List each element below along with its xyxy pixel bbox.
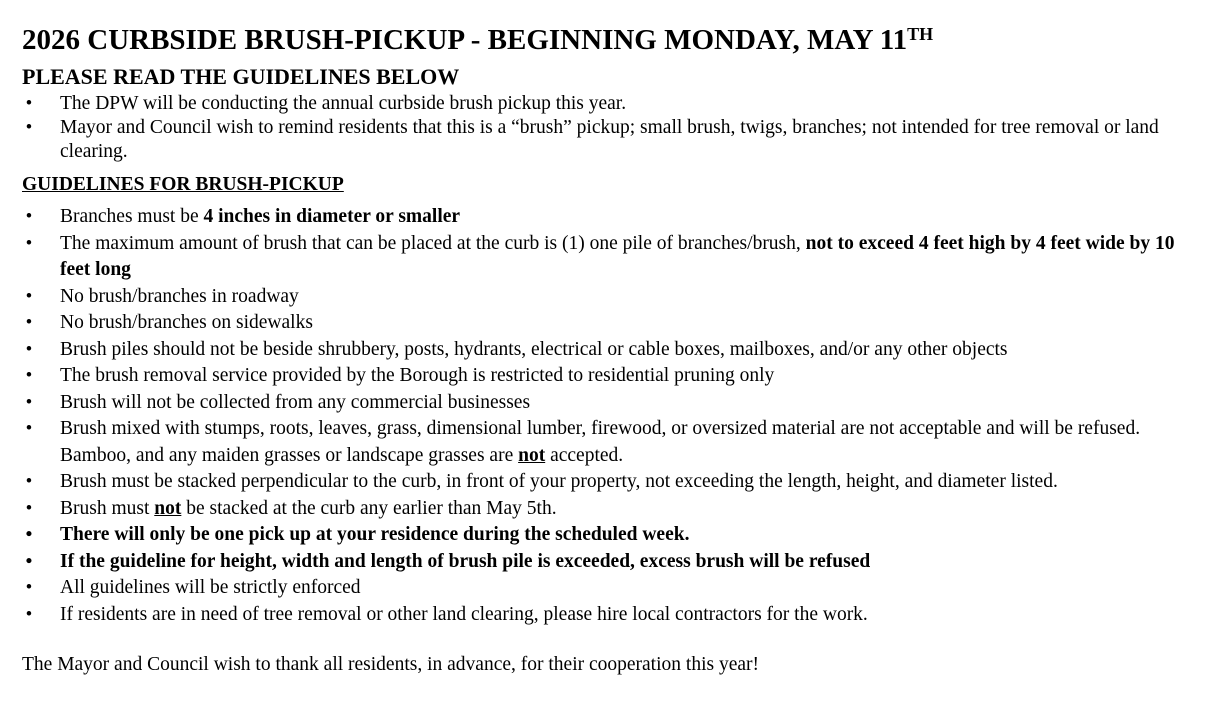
guideline-text: No brush/branches in roadway — [60, 285, 299, 307]
guideline-text: If the guideline for height, width and length of brush pile is exceeded, excess brush will be refused — [60, 550, 871, 572]
intro-item-text: Mayor and Council wish to remind residents that this is a “brush” pickup; small brush, twigs, branches; not intended for tree removal or land clearing. — [60, 117, 1159, 162]
guideline-item — [22, 390, 1184, 417]
bullet-icon — [22, 496, 36, 523]
guideline-item — [22, 363, 1184, 390]
guideline-item — [22, 549, 1184, 576]
intro-item-text: The DPW will be conducting the annual curbside brush pickup this year. — [60, 93, 627, 114]
title-superscript: TH — [907, 24, 934, 44]
bullet-icon — [22, 284, 36, 311]
guideline-text: If residents are in need of tree removal or other land clearing, please hire local contractors for the work. — [60, 603, 868, 625]
closing-message: The Mayor and Council wish to thank all residents, in advance, for their cooperation this year! — [22, 654, 759, 675]
guideline-emphasis: 4 inches in diameter or smaller — [203, 206, 461, 227]
guideline-text: accepted. — [545, 444, 624, 466]
bullet-icon — [22, 522, 36, 549]
guideline-item — [22, 602, 1184, 629]
guideline-item — [22, 204, 1184, 231]
guidelines-heading: GUIDELINES FOR BRUSH-PICKUP — [22, 174, 344, 195]
guideline-emphasis: not — [518, 444, 546, 466]
guideline-text: No brush/branches on sidewalks — [60, 312, 313, 333]
bullet-icon — [22, 416, 36, 443]
guideline-item — [22, 575, 1184, 602]
guideline-item — [22, 522, 1184, 549]
bullet-icon — [22, 231, 36, 258]
bullet-icon — [22, 469, 36, 496]
intro-item — [22, 116, 1184, 164]
notice-subtitle: PLEASE READ THE GUIDELINES BELOW — [22, 64, 460, 89]
bullet-icon — [22, 363, 36, 390]
guideline-text: There will only be one pick up at your residence during the scheduled week. — [60, 524, 690, 545]
notice-title — [22, 22, 1184, 58]
guideline-text: Branches must be — [60, 206, 204, 227]
bullet-icon — [22, 337, 36, 364]
guideline-item — [22, 416, 1184, 469]
guideline-item — [22, 231, 1184, 284]
guideline-text: Brush must — [60, 497, 155, 519]
bullet-icon — [22, 310, 36, 337]
bullet-icon — [22, 204, 36, 231]
bullet-icon — [22, 602, 36, 629]
guideline-item — [22, 496, 1184, 523]
bullet-icon — [22, 549, 36, 576]
title-text: 2026 CURBSIDE BRUSH-PICKUP - BEGINNING MONDAY, MAY 11 — [22, 24, 908, 56]
guideline-item — [22, 310, 1184, 337]
guideline-emphasis: not — [154, 497, 182, 519]
bullet-icon — [22, 116, 36, 140]
guideline-text: Brush piles should not be beside shrubbery, posts, hydrants, electrical or cable boxes, mailboxes, and/or any other objects — [60, 338, 1008, 360]
guideline-item — [22, 337, 1184, 364]
guideline-text: The brush removal service provided by the Borough is restricted to residential pruning only — [60, 365, 775, 386]
bullet-icon — [22, 575, 36, 602]
guideline-text: Brush mixed with stumps, roots, leaves, grass, dimensional lumber, firewood, or oversized material are not acceptable and will be refused. Bamboo, and any maiden grasses or landscape grasses are — [60, 418, 1141, 466]
guideline-emphasis: not to exceed 4 feet high by 4 feet wide by 10 feet long — [60, 232, 1175, 280]
bullet-icon — [22, 390, 36, 417]
guidelines-list — [22, 204, 1184, 628]
guideline-text: Brush must be stacked perpendicular to the curb, in front of your property, not exceeding the length, height, and diameter listed. — [60, 471, 1058, 492]
guideline-text: be stacked at the curb any earlier than May 5th. — [181, 497, 557, 519]
guideline-item — [22, 469, 1184, 496]
bullet-icon — [22, 92, 36, 116]
guideline-text: Brush will not be collected from any commercial businesses — [60, 391, 531, 413]
intro-list — [22, 92, 1184, 164]
guideline-text: All guidelines will be strictly enforced — [60, 577, 361, 598]
guideline-text: The maximum amount of brush that can be placed at the curb is (1) one pile of branches/brush, — [60, 232, 806, 254]
guideline-item — [22, 284, 1184, 311]
intro-item — [22, 92, 1184, 116]
